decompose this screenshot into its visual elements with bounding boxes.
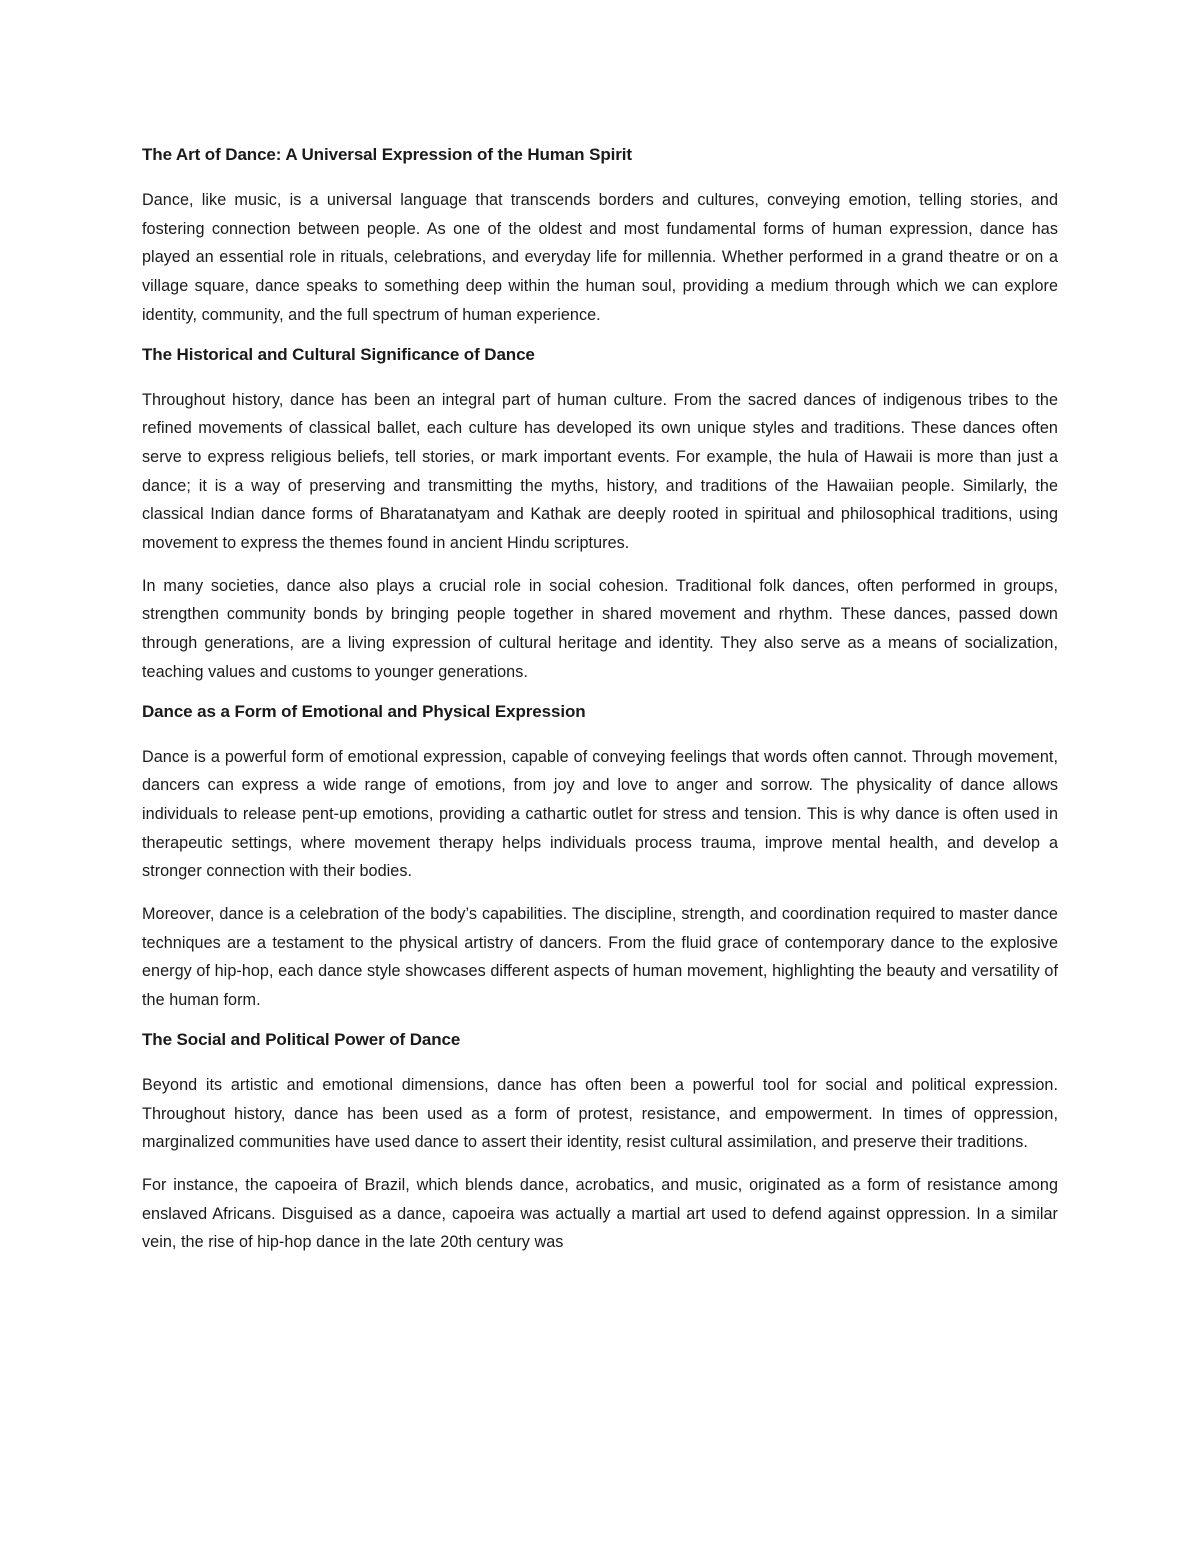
section-paragraph: Throughout history, dance has been an integral part of human culture. From the sacred dances of indigenous tribes to the refined movements of classical ballet, each culture has developed its own unique styles and traditions. These dances often serve to express religious beliefs, tell stories, or mark important events. For example, the hula of Hawaii is more than just a dance; it is a way of preserving and transmitting the myths, history, and traditions of the Hawaiian people. Similarly, the classical Indian dance forms of Bharatanatyam and Kathak are deeply rooted in spiritual and philosophical traditions, using movement to express the themes found in ancient Hindu scriptures. <box>142 390 1058 553</box>
intro-paragraph: Dance, like music, is a universal language that transcends borders and cultures, conveying emotion, telling stories, and fostering connection between people. As one of the oldest and most fundamental forms of human expression, dance has played an essential role in rituals, celebrations, and everyday life for millennia. Whether performed in a grand theatre or on a village square, dance speaks to something deep within the human soul, providing a medium through which we can explore identity, community, and the full spectrum of human experience. <box>142 191 1058 324</box>
section-paragraph: In many societies, dance also plays a crucial role in social cohesion. Traditional folk dances, often performed in groups, strengthen community bonds by bringing people together in shared movement and rhythm. These dances, passed down through generations, are a living expression of cultural heritage and identity. They also serve as a means of socialization, teaching values and customs to younger generations. <box>142 576 1058 681</box>
section-heading-history: The Historical and Cultural Significance of Dance <box>142 344 535 364</box>
section-paragraph: Beyond its artistic and emotional dimensions, dance has often been a powerful tool for social and political expression. Throughout history, dance has been used as a form of protest, resistance, and empowerment. In times of oppression, marginalized communities have used dance to assert their identity, resist cultural assimilation, and preserve their traditions. <box>142 1075 1058 1152</box>
section-paragraph: Dance is a powerful form of emotional expression, capable of conveying feelings that words often cannot. Through movement, dancers can express a wide range of emotions, from joy and love to anger and sorrow. The physicality of dance allows individuals to release pent-up emotions, providing a cathartic outlet for stress and tension. This is why dance is often used in therapeutic settings, where movement therapy helps individuals process trauma, improve mental health, and develop a stronger connection with their bodies. <box>142 747 1058 881</box>
document-title: The Art of Dance: A Universal Expression of the Human Spirit <box>142 145 632 164</box>
section-heading-social-political: The Social and Political Power of Dance <box>142 1029 461 1049</box>
section-heading-emotional: Dance as a Form of Emotional and Physical Expression <box>142 701 586 721</box>
section-paragraph: For instance, the capoeira of Brazil, which blends dance, acrobatics, and music, originated as a form of resistance among enslaved Africans. Disguised as a dance, capoeira was actually a martial art used to defend against oppression. In a similar vein, the rise of hip-hop dance in the late 20th century was <box>142 1175 1058 1252</box>
section-paragraph: Moreover, dance is a celebration of the body’s capabilities. The discipline, strength, and coordination required to master dance techniques are a testament to the physical artistry of dancers. From the fluid grace of contemporary dance to the explosive energy of hip-hop, each dance style showcases different aspects of human movement, highlighting the beauty and versatility of the human form. <box>142 905 1058 1010</box>
document-page <box>142 144 1058 1257</box>
